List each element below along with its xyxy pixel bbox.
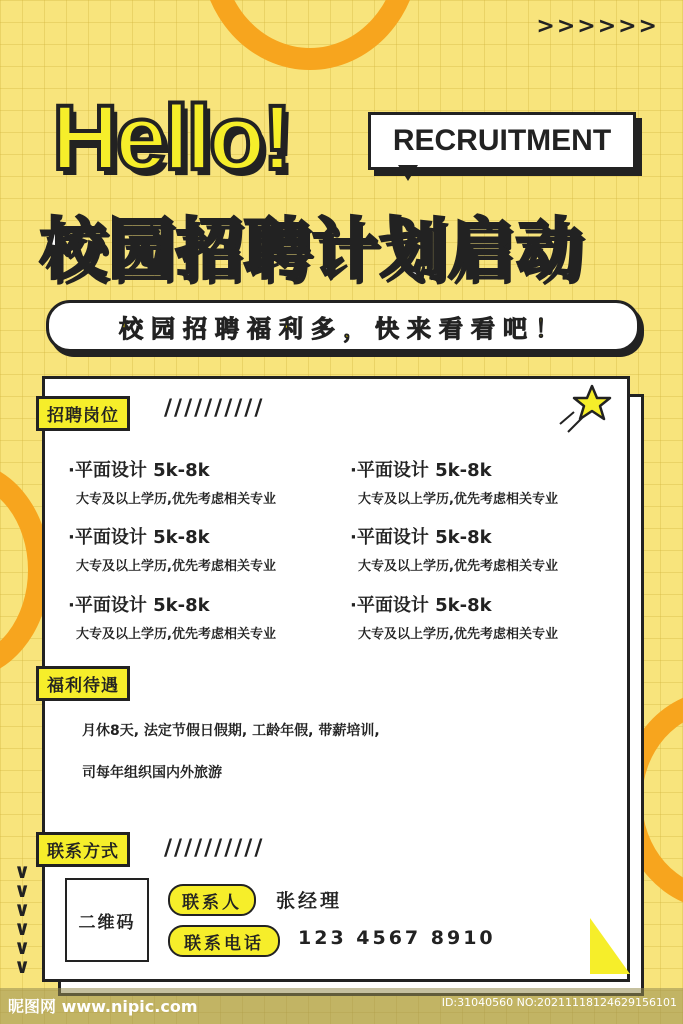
- job-requirement: 大专及以上学历,优先考虑相关专业: [76, 492, 276, 507]
- contact-person-value: 张经理: [276, 890, 343, 912]
- job-title: ·平面设计 5k-8k: [350, 527, 492, 548]
- contact-slashes: //////////: [164, 836, 265, 861]
- job-requirement: 大专及以上学历,优先考虑相关专业: [76, 627, 276, 642]
- job-item: [68, 456, 338, 507]
- job-title: ·平面设计 5k-8k: [68, 527, 210, 548]
- contact-tag: 联系方式: [36, 832, 130, 867]
- contact-phone-value[interactable]: 123 4567 8910: [298, 927, 496, 949]
- slogan-banner: 校园招聘福利多，快来看看吧！: [46, 300, 640, 352]
- watermark-id: ID:31040560 NO:20211118124629156101: [441, 996, 677, 1009]
- job-title: ·平面设计 5k-8k: [68, 595, 210, 616]
- job-requirement: 大专及以上学历,优先考虑相关专业: [358, 492, 558, 507]
- hello-heading: Hello!: [52, 87, 290, 189]
- contact-person-label: 联系人: [168, 884, 256, 916]
- page-title: 校园招聘计划启动: [40, 211, 584, 288]
- star-icon: [556, 382, 616, 438]
- positions-slashes: //////////: [164, 396, 265, 421]
- job-requirement: 大专及以上学历,优先考虑相关专业: [358, 559, 558, 574]
- decor-ring-top: [200, 0, 420, 70]
- job-title: ·平面设计 5k-8k: [350, 595, 492, 616]
- job-title: ·平面设计 5k-8k: [68, 460, 210, 481]
- page-fold: [590, 918, 630, 974]
- contact-phone-label: 联系电话: [168, 925, 280, 957]
- badge-tail: [398, 165, 418, 181]
- chevron-down-icon: ∨ ∨ ∨ ∨ ∨ ∨: [14, 859, 31, 978]
- job-item: [350, 456, 620, 507]
- job-item: [68, 591, 338, 642]
- watermark-logo: 昵图网 www.nipic.com: [8, 997, 198, 1016]
- job-item: [350, 523, 620, 574]
- benefit-line: 司每年组织国内外旅游: [82, 765, 222, 781]
- job-item: [68, 523, 338, 574]
- benefit-line: 月休8天, 法定节假日假期, 工龄年假, 带薪培训,: [82, 723, 380, 739]
- qr-code-placeholder[interactable]: 二维码: [65, 878, 149, 962]
- job-requirement: 大专及以上学历,优先考虑相关专业: [358, 627, 558, 642]
- arrows-decoration: >>>>>>: [536, 14, 659, 39]
- recruitment-badge: RECRUITMENT: [368, 112, 636, 170]
- job-title: ·平面设计 5k-8k: [350, 460, 492, 481]
- positions-tag: 招聘岗位: [36, 396, 130, 431]
- benefits-tag: 福利待遇: [36, 666, 130, 701]
- job-item: [350, 591, 620, 642]
- job-requirement: 大专及以上学历,优先考虑相关专业: [76, 559, 276, 574]
